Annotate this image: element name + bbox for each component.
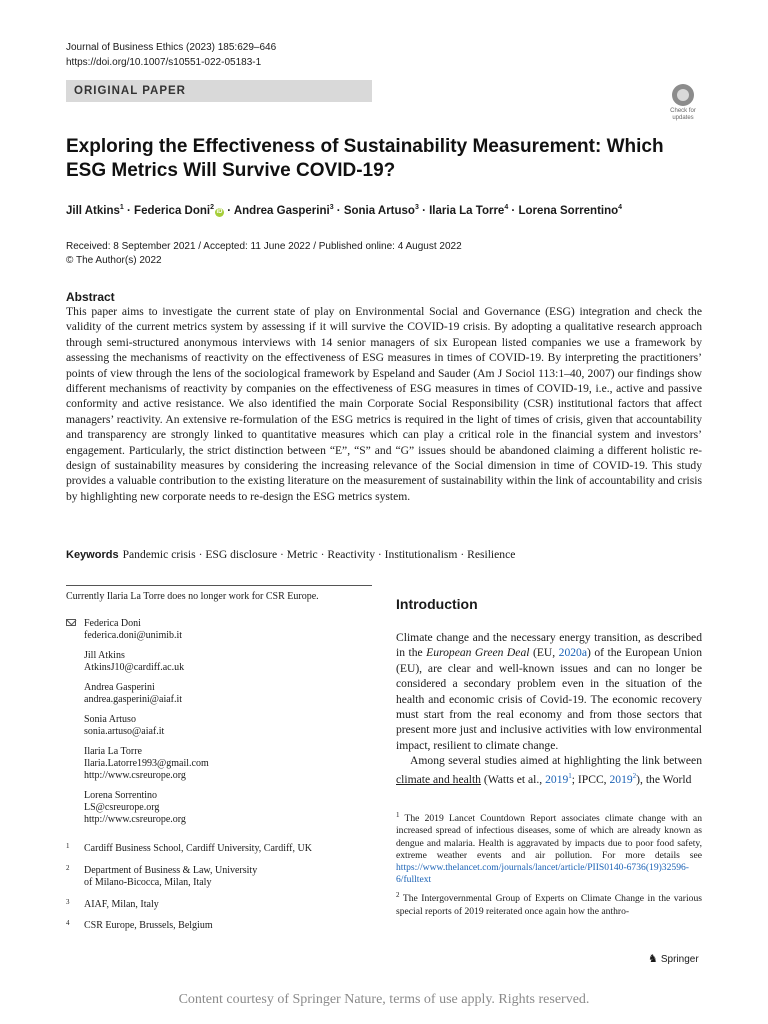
article-title: Exploring the Effectiveness of Sustainability Measurement: Which ESG Metrics Will Survive COVID-19? [66,136,664,181]
journal-citation: Journal of Business Ethics (2023) 185:629–646 [66,42,277,53]
citation-link[interactable]: 2019 [609,772,633,786]
author-affil-sup: 1 [119,204,124,211]
article-type-banner: ORIGINAL PAPER [66,80,372,102]
author-name[interactable]: Ilaria La Torre [429,204,505,217]
author-name[interactable]: Sonia Artuso [343,204,415,217]
check-badge-line2: updates [672,115,694,121]
affiliation-entry [66,899,372,912]
contact-email[interactable]: LS@csreurope.org [84,802,160,813]
affiliation-text: Cardiff Business School, Cardiff University, Cardiff, UK [84,843,312,854]
footnote-ref[interactable]: 2 [632,771,637,780]
affiliation-number: 3 [66,897,70,906]
check-for-updates-icon [672,84,694,106]
copyright-line: © The Author(s) 2022 [66,255,162,266]
author-name[interactable]: Lorena Sorrentino [518,204,619,217]
affiliation-text: Department of Business & Law, University [84,864,258,876]
author-name[interactable]: Andrea Gasperini [233,204,330,217]
footnote-link[interactable]: https://www.thelancet.com/journals/lancet/article/PIIS0140-6736(19)32596-6/fulltext [396,862,689,886]
affiliation-entry [66,843,372,856]
intro-paragraph-1: Climate change and the necessary energy transition, as described in the European Green Deal (EU, 2020a) of the European Union (EU), are clear and well-known issues and can no longer be considered a secondary problem even in the situation of the health and economic crisis of Covid-19. The economic recovery must start from the real economy and from those sectors that present more just and inclusive activities with low environmental impact, resilient to climate change. [396,631,703,752]
contact-entry [66,746,372,782]
contact-list [66,618,372,834]
orcid-icon[interactable]: iD [216,208,223,215]
author-separator: · [418,204,430,217]
contact-email[interactable]: sonia.artuso@aiaf.it [84,726,165,737]
courtesy-watermark: Content courtesy of Springer Nature, terms of use apply. Rights reserved. [178,992,590,1007]
history-dates: Received: 8 September 2021 / Accepted: 11 June 2022 / Published online: 4 August 2022 [66,241,462,252]
author-separator: · [123,204,135,217]
introduction-body [396,630,702,787]
keywords-text: Pandemic crisis · ESG disclosure · Metric · Reactivity · Institutionalism · Resilience [122,548,516,561]
contact-name: Andrea Gasperini [84,682,155,693]
publisher-logo [648,952,699,965]
contact-name: Sonia Artuso [84,714,136,725]
footnotes [396,809,702,921]
author-affil-sup: 2 [210,204,215,211]
footnote-divider [66,585,372,586]
contact-email[interactable]: federica.doni@unimib.it [84,630,183,641]
author-separator: · [224,204,234,217]
contact-entry [66,790,372,826]
author-separator: · [333,204,344,217]
citation-link[interactable]: 2020a [558,646,587,660]
contact-email[interactable]: AtkinsJ10@cardiff.ac.uk [84,662,185,673]
contact-entry [66,618,372,642]
author-affil-sup: 3 [329,204,334,211]
affiliation-list [66,843,372,942]
contact-name: Ilaria La Torre [84,746,142,757]
contact-name: Federica Doni [84,618,141,629]
contact-entry [66,682,372,706]
contact-entry [66,650,372,674]
affiliation-entry [66,920,372,933]
affiliation-text: of Milano-Bicocca, Milan, Italy [84,877,212,888]
contact-url[interactable]: http://www.csreurope.org [84,770,186,781]
keywords-label: Keywords [66,549,119,561]
author-affil-sup: 3 [414,204,419,211]
publication-dates [66,240,462,268]
abstract-heading: Abstract [66,290,115,304]
affiliation-text: CSR Europe, Brussels, Belgium [84,920,213,931]
author-separator: · [508,204,519,217]
footnote-2: $^2$ The Intergovernmental Group of Experts on Climate Change in the various special reports of 2019 reiterated once again how the anthro- [396,891,702,917]
author-affil-sup: 4 [618,204,623,211]
contact-name: Lorena Sorrentino [84,790,158,801]
abstract-body: This paper aims to investigate the current state of play on Environmental Social and Governance (ESG) integration and check the validity of the current metrics system by assessing if it will survive the COVID-19 crisis. By adopting a qualitative research approach through semi-structured anonymous interviews with 14 senior managers of six European listed companies we use a framework by assessing the mechanisms of reactivity on the effectiveness of ESG measures in times of COVID-19. By interpreting the practitioners’ points of view through the lens of the sociological framework by Espeland and Sauder (Am J Sociol 113:1–40, 2007) our findings show different mechanisms of reactivity by companies on the effectiveness of ESG measures in times of COVID-19, i.e., active and passive conformity and active resistance. We also identified the main Corporate Social Responsibility (CSR) institutional factors that affect managers’ reactivity. An extensive re-formulation of the ESG metrics is required in the light of times of crisis, given that accountability and transparency are strongly linked to quantitative measures which can play a critical role in the financial system and investors’ engagement. Particularly, the strict distinction between “E”, “S” and “G” issues should be abandoned claiming a different holistic re-design of sustainability measures by considering the increasing relevance of the Social dimension in time of COVID-19. This study provides a valuable contribution to the existing literature on the measurement of sustainability within the link of accountability and crisis by highlighting new corporate needs to re-design the ESG metrics system. [66,305,702,503]
springer-horse-icon: ♞ [648,953,658,965]
footnote-1: $^1$ The 2019 Lancet Countdown Report associates climate change with an increased spread of infectious diseases, some of which are already known as dengue and malaria. Health is aggravated by impacts due to poor food safety, extreme weather events and air pollution. For more details see https://www.thelancet.com/journals/lancet/article/PIIS0140-6736(19)32596-6/fulltext [396,811,702,886]
author-name[interactable]: Federica Doni [134,204,211,217]
contact-name: Jill Atkins [84,650,125,661]
doi-link[interactable]: https://doi.org/10.1007/s10551-022-05183-1 [66,57,262,68]
citation-link[interactable]: 2019 [545,772,569,786]
intro-paragraph-2: Among several studies aimed at highlighting the link between climate and health (Watts et al., 2019$^1$; IPCC, 2019$^2$), the World [396,754,702,786]
author-affil-sup: 4 [504,204,509,211]
introduction-heading: Introduction [396,596,478,612]
affiliation-entry [66,865,372,890]
envelope-icon [66,619,76,626]
contact-entry [66,714,372,738]
author-note: Currently Ilaria La Torre does no longer work for CSR Europe. [66,591,319,602]
author-list [66,204,622,217]
affiliation-text: AIAF, Milan, Italy [84,898,159,910]
publisher-name: Springer [660,954,699,965]
affiliation-number: 4 [66,919,70,927]
affiliation-number: 2 [66,863,70,872]
contact-email[interactable]: Ilaria.Latorre1993@gmail.com [84,758,209,769]
contact-email[interactable]: andrea.gasperini@aiaf.it [84,694,183,705]
journal-header [66,40,276,70]
affiliation-number: 1 [66,842,70,850]
keywords-line [66,548,706,561]
check-for-updates-badge[interactable] [664,84,702,124]
author-name[interactable]: Jill Atkins [66,204,120,217]
check-badge-line1: Check for [670,108,696,114]
footnote-ref[interactable]: 1 [568,771,572,780]
contact-url[interactable]: http://www.csreurope.org [84,814,186,825]
